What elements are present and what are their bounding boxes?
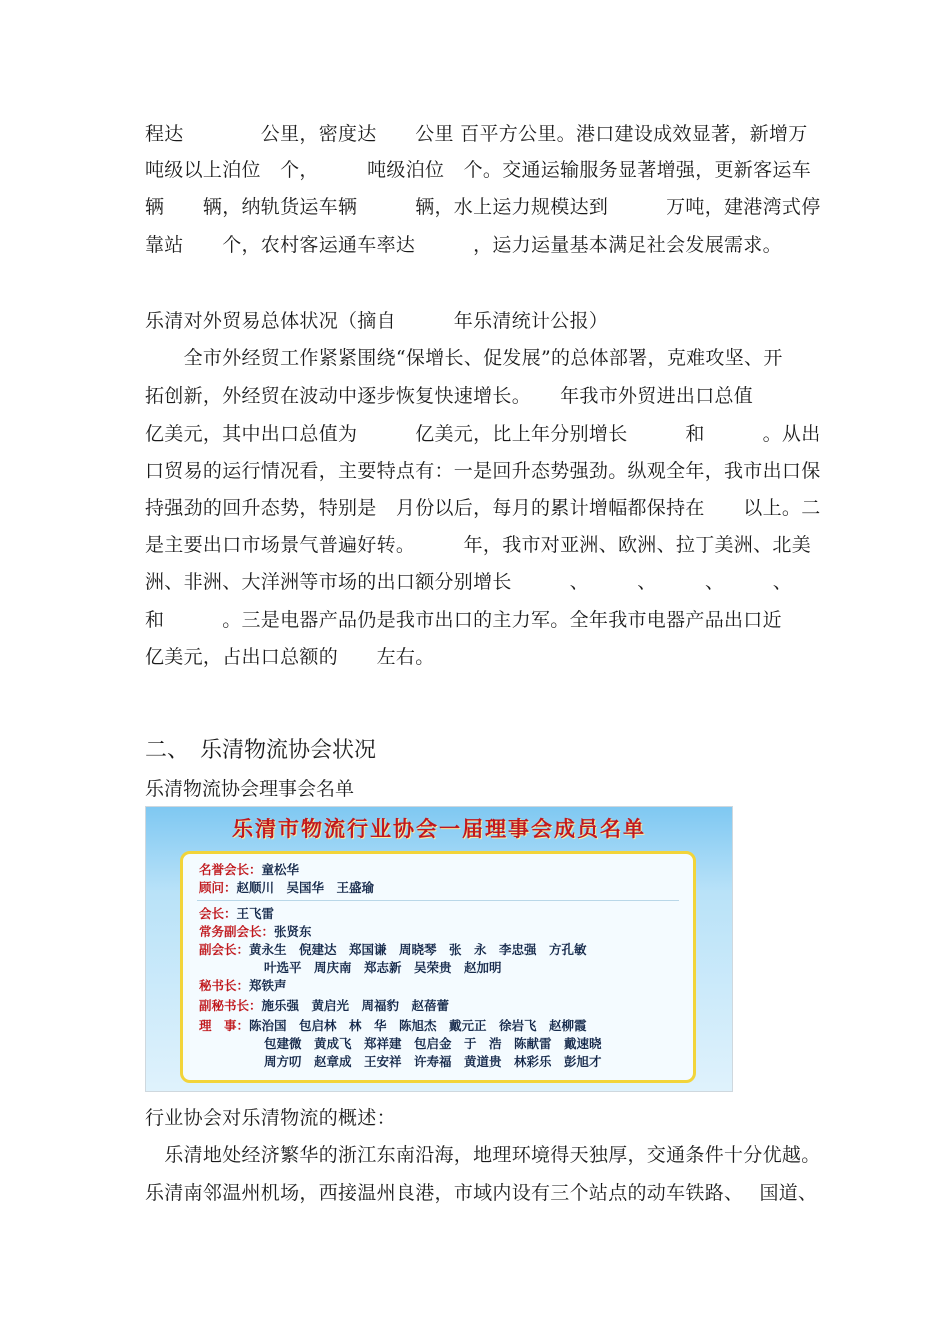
para2-line-4: 口贸易的运行情况看，主要特点有：一是回升态势强劲。纵观全年，我市出口保 (145, 460, 821, 482)
board-row-advisors: 顾问：赵顺川 吴国华 王盛瑜 (199, 880, 375, 895)
board-caption: 乐清物流协会理事会名单 (145, 778, 355, 800)
para3-line-1: 乐清地处经济繁华的浙江东南沿海，地理环境得天独厚，交通条件十分优越。 (145, 1144, 821, 1166)
para2-line-9: 亿美元，占出口总额的 左右。 (145, 646, 435, 668)
para1-line-2: 吨级以上泊位 个， 吨级泊位 个。交通运输服务显著增强，更新客运车 (145, 159, 812, 181)
para2-line-1: 全市外经贸工作紧紧围绕“保增长、促发展”的总体部署，克难攻坚、开 (145, 347, 783, 369)
board-row-vice-presidents: 副会长：黄永生 倪建达 郑国谦 周晓琴 张 永 李忠强 方孔敏 (199, 942, 587, 957)
overview-title: 行业协会对乐清物流的概述： (145, 1107, 396, 1129)
board-row-secretary-general: 秘书长：郑铁声 (199, 978, 287, 993)
board-row-vice-presidents-cont: 叶选平 周庆南 郑志新 吴荣贵 赵加明 (264, 960, 502, 975)
board-row-executive-vp: 常务副会长：张贤东 (199, 924, 312, 939)
para3-line-2: 乐清南邻温州机场，西接温州良港，市域内设有三个站点的动车铁路、 国道、 (145, 1182, 818, 1204)
board-row-directors: 理 事：陈治国 包启林 林 华 陈旭杰 戴元正 徐岩飞 赵柳霞 (199, 1018, 587, 1033)
para2-line-8: 和 。三是电器产品仍是我市出口的主力军。全年我市电器产品出口近 (145, 609, 782, 631)
board-title: 乐清市物流行业协会一届理事会成员名单 (232, 817, 646, 841)
board-row-directors-cont-1: 包建微 黄成飞 郑祥建 包启金 于 浩 陈献雷 戴速晓 (264, 1036, 602, 1051)
para2-line-5: 持强劲的回升态势，特别是 月份以后，每月的累计增幅都保持在 以上。二 (145, 497, 821, 519)
para1-line-4: 靠站 个，农村客运通车率达 ，运力运量基本满足社会发展需求。 (145, 234, 782, 256)
para2-line-3: 亿美元，其中出口总值为 亿美元，比上年分别增长 和 。从出 (145, 423, 821, 445)
board-divider (197, 900, 679, 901)
para2-line-2: 拓创新，外经贸在波动中逐步恢复快速增长。 年我市外贸进出口总值 (145, 385, 754, 407)
board-row-honorary-president: 名誉会长：童松华 (199, 862, 300, 877)
para1-line-3: 辆 辆，纳轨货运车辆 辆，水上运力规模达到 万吨，建港湾式停 (145, 196, 821, 218)
trade-section-title: 乐清对外贸易总体状况（摘自 年乐清统计公报） (145, 310, 609, 332)
para2-line-6: 是主要出口市场景气普遍好转。 年，我市对亚洲、欧洲、拉丁美洲、北美 (145, 534, 812, 556)
board-row-president: 会长：王飞雷 (199, 906, 275, 921)
council-member-board (145, 806, 733, 1092)
board-row-directors-cont-2: 周方叨 赵章成 王安祥 许寿福 黄道贵 林彩乐 彭旭才 (264, 1054, 602, 1069)
para1-line-1: 程达 公里，密度达 公里 百平方公里。港口建设成效显著，新增万 (145, 123, 808, 145)
para2-line-7: 洲、非洲、大洋洲等市场的出口额分别增长 、 、 、 、 (145, 571, 793, 593)
section-heading: 二、 乐清物流协会状况 (145, 738, 377, 763)
board-row-deputy-secretaries: 副秘书长：施乐强 黄启光 周福豹 赵蓓蕾 (199, 998, 450, 1013)
board-panel (180, 851, 696, 1083)
